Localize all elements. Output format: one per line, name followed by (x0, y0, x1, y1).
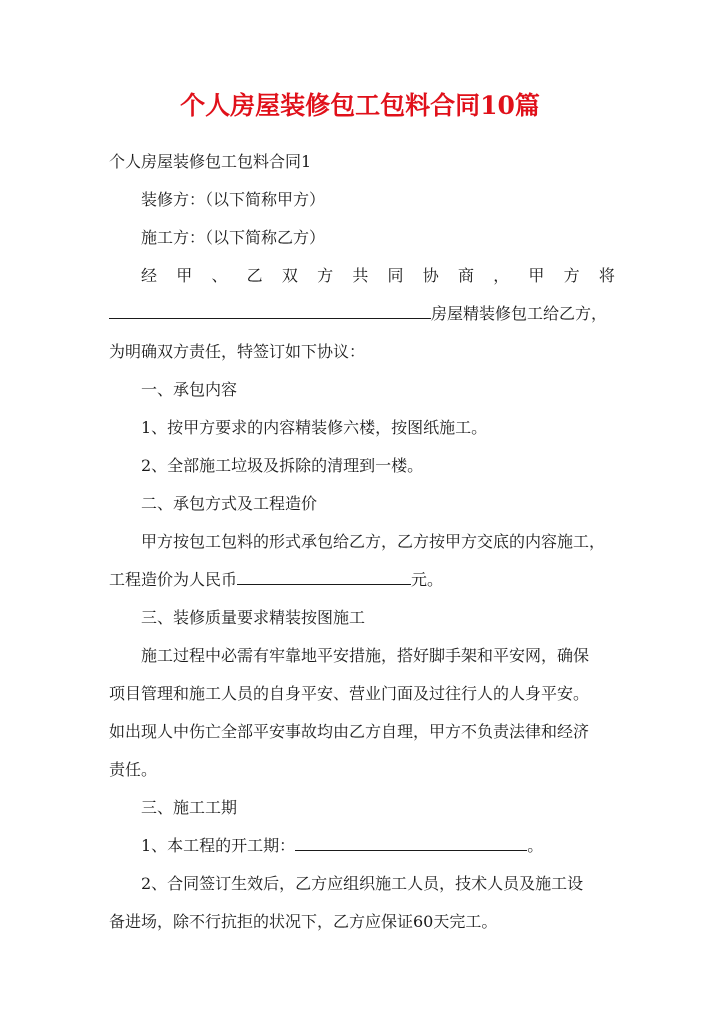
section-1-item-1: 1、按甲方要求的内容精装修六楼，按图纸施工。 (141, 418, 488, 437)
section-3-heading: 三、装修质量要求精装按图施工 (141, 608, 366, 627)
agreement-char: 将 (598, 266, 615, 285)
section-2-line-1: 甲方按包工包料的形式承包给乙方，乙方按甲方交底的内容施工， (141, 532, 606, 551)
agreement-char: 经 (141, 266, 158, 285)
agreement-char: 方 (317, 266, 334, 285)
price-blank (237, 568, 411, 585)
section-4-item-2-line-1: 2、合同签订生效后，乙方应组织施工人员，技术人员及施工设 (141, 874, 584, 893)
agreement-char: 甲 (528, 266, 545, 285)
agreement-char: 双 (281, 266, 298, 285)
section-3-line-2: 项目管理和施工人员的自身平安、营业门面及过往行人的人身平安。 (109, 684, 590, 703)
contract-subtitle: 个人房屋装修包工包料合同1 (109, 152, 312, 171)
agreement-line-1 (141, 264, 615, 288)
agreement-char: 同 (387, 266, 404, 285)
section-2-line-2 (109, 568, 615, 592)
house-address-blank (109, 302, 431, 319)
section-3-line-1: 施工过程中必需有牢靠地平安措施，搭好脚手架和平安网，确保 (141, 646, 590, 665)
agreement-line-2 (109, 302, 615, 326)
agreement-char: 方 (563, 266, 580, 285)
price-unit: 元。 (411, 570, 444, 589)
party-a-line: 装修方：（以下简称甲方） (141, 190, 326, 209)
agreement-char: 协 (422, 266, 439, 285)
start-date-end: 。 (527, 836, 544, 855)
agreement-line-2-text: 房屋精装修包工给乙方， (431, 304, 608, 323)
section-4-item-1 (141, 834, 615, 858)
section-3-line-3: 如出现人中伤亡全部平安事故均由乙方自理，甲方不负责法律和经济 (109, 722, 590, 741)
start-date-label: 1、本工程的开工期： (141, 836, 296, 855)
section-1-item-2: 2、全部施工垃圾及拆除的清理到一楼。 (141, 456, 424, 475)
section-4-item-2-line-2: 备进场，除不行抗拒的状况下，乙方应保证60天完工。 (109, 912, 498, 931)
section-3-line-4: 责任。 (109, 760, 158, 779)
document-title: 个人房屋装修包工包料合同10篇 (180, 91, 540, 120)
start-date-blank (295, 834, 527, 851)
agreement-char: 甲 (176, 266, 193, 285)
agreement-char: 、 (211, 266, 228, 285)
agreement-char: 商 (457, 266, 474, 285)
agreement-line-3: 为明确双方责任，特签订如下协议： (109, 342, 366, 361)
section-1-heading: 一、承包内容 (141, 380, 238, 399)
price-label: 工程造价为人民币 (109, 570, 238, 589)
section-2-heading: 二、承包方式及工程造价 (141, 494, 318, 513)
agreement-char: 乙 (246, 266, 263, 285)
party-b-line: 施工方：（以下简称乙方） (141, 228, 326, 247)
section-4-heading: 三、施工工期 (141, 798, 238, 817)
agreement-char: ， (493, 266, 510, 285)
agreement-char: 共 (352, 266, 369, 285)
